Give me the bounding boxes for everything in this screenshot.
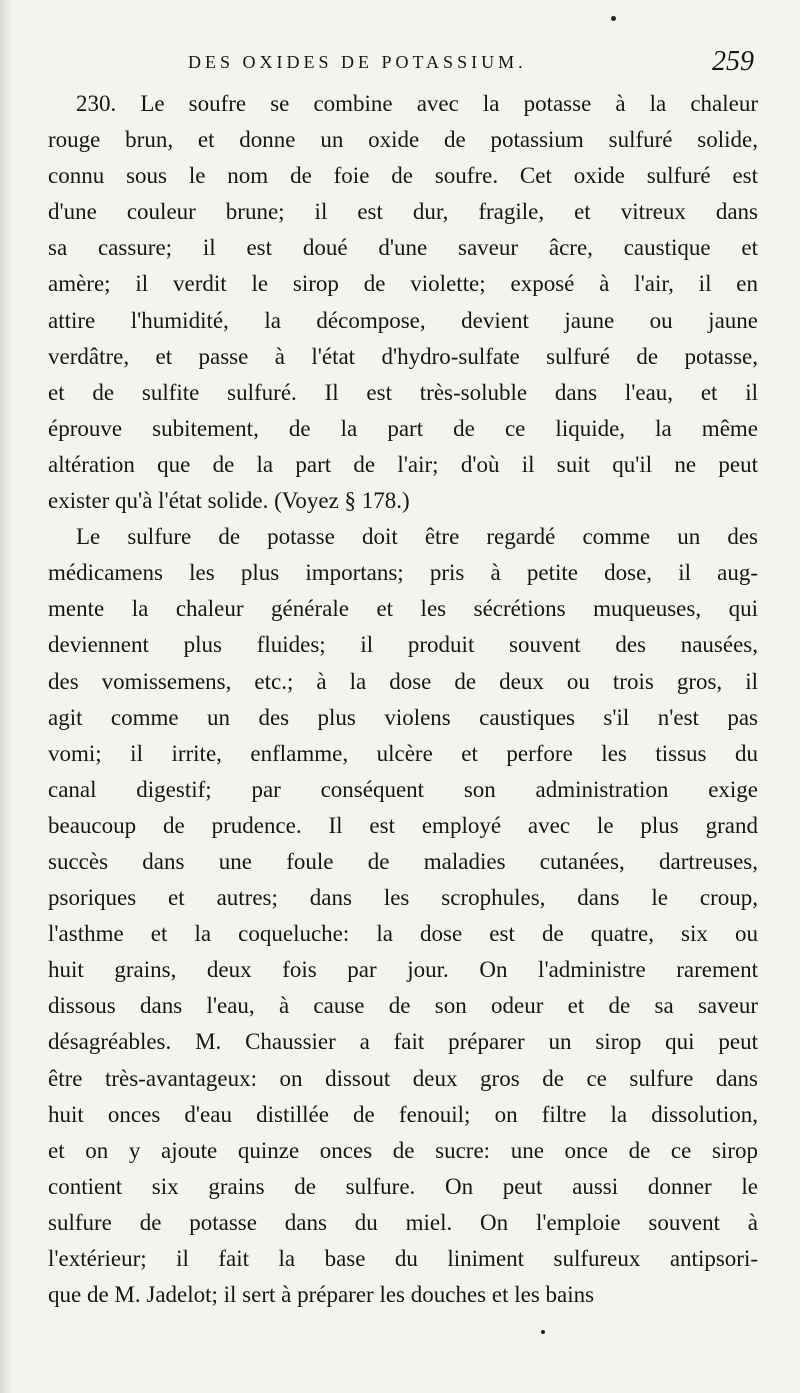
page-number: 259: [712, 46, 754, 77]
running-title: DES OXIDES DE POTASSIUM.: [188, 52, 527, 72]
text-line: désagréables. M. Chaussier a fait préparer un sirop qui peut: [48, 1029, 758, 1055]
ink-speck: [611, 16, 616, 21]
text-line: psoriques et autres; dans les scrophules, dans le croup,: [48, 885, 758, 911]
text-line: être très-avantageux: on dissout deux gros de ce sulfure dans: [48, 1065, 758, 1091]
paragraph: [48, 86, 758, 519]
text-line: d'une couleur brune; il est dur, fragile, et vitreux dans: [48, 199, 758, 225]
text-line: mente la chaleur générale et les sécrétions muqueuses, qui: [48, 596, 758, 622]
text-line: huit grains, deux fois par jour. On l'administre rarement: [48, 957, 758, 983]
text-line: beaucoup de prudence. Il est employé avec le plus grand: [48, 812, 758, 838]
text-line: des vomissemens, etc.; à la dose de deux ou trois gros, il: [48, 668, 758, 694]
ink-speck: [541, 1330, 545, 1334]
text-line: amère; il verdit le sirop de violette; exposé à l'air, il en: [48, 271, 758, 297]
text-line: l'asthme et la coqueluche: la dose est de quatre, six ou: [48, 921, 758, 947]
text-line: vomi; il irrite, enflamme, ulcère et perfore les tissus du: [48, 740, 758, 766]
text-line: connu sous le nom de foie de soufre. Cet oxide sulfuré est: [48, 163, 758, 189]
text-line: l'extérieur; il fait la base du liniment sulfureux antipsori-: [48, 1246, 758, 1271]
text-line: contient six grains de sulfure. On peut aussi donner le: [48, 1173, 758, 1199]
text-line: dissous dans l'eau, à cause de son odeur et de sa saveur: [48, 993, 758, 1019]
text-line: sulfure de potasse dans du miel. On l'emploie souvent à: [48, 1209, 758, 1235]
text-line: altération que de la part de l'air; d'où il suit qu'il ne peut: [48, 451, 758, 477]
text-line: attire l'humidité, la décompose, devient jaune ou jaune: [48, 307, 758, 333]
page-header: [48, 46, 764, 80]
body-text: [48, 86, 758, 1313]
text-line: éprouve subitement, de la part de ce liquide, la même: [48, 415, 758, 441]
text-line: canal digestif; par conséquent son administration exige: [48, 776, 758, 802]
text-line: huit onces d'eau distillée de fenouil; on filtre la dissolution,: [48, 1101, 758, 1127]
text-line: et de sulfite sulfuré. Il est très-soluble dans l'eau, et il: [48, 379, 758, 405]
text-line: sa cassure; il est doué d'une saveur âcre, caustique et: [48, 235, 758, 261]
text-line: deviennent plus fluides; il produit souvent des nausées,: [48, 632, 758, 658]
text-line: et on y ajoute quinze onces de sucre: une once de ce sirop: [48, 1137, 758, 1163]
text-line: que de M. Jadelot; il sert à préparer les douches et les bains: [48, 1282, 595, 1308]
text-line: succès dans une foule de maladies cutanées, dartreuses,: [48, 848, 758, 874]
text-line: Le sulfure de potasse doit être regardé comme un des: [76, 524, 758, 550]
text-line: exister qu'à l'état solide. (Voyez § 178.): [48, 488, 410, 514]
text-line: verdâtre, et passe à l'état d'hydro-sulfate sulfuré de potasse,: [48, 343, 758, 369]
text-line: 230. Le soufre se combine avec la potasse à la chaleur: [76, 91, 758, 116]
text-line: agit comme un des plus violens caustiques s'il n'est pas: [48, 704, 758, 730]
text-line: médicamens les plus importans; pris à petite dose, il aug-: [48, 560, 758, 586]
text-line: rouge brun, et donne un oxide de potassium sulfuré solide,: [48, 127, 758, 153]
paragraph: [48, 519, 758, 1313]
